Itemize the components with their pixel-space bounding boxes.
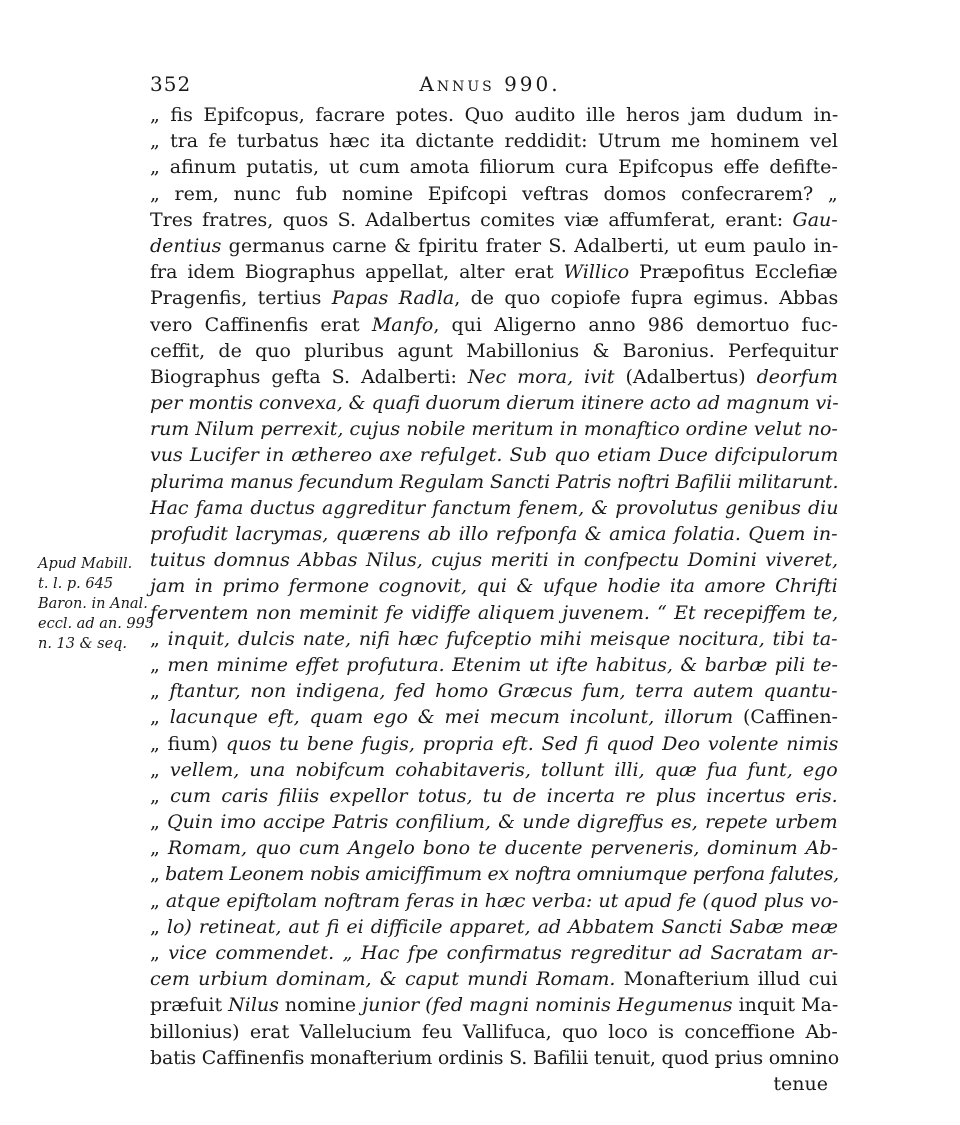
text-segment: „ tra fe turbatus hæc ita dictante reddidit: Utrum me hominem vel bbox=[150, 130, 838, 153]
text-segment: germanus carne & fpiritu frater S. Adalberti, ut eum paulo in- bbox=[221, 234, 839, 257]
text-segment: vice commendet. „ Hac fpe confirmatus regreditur ad Sacratam ar- bbox=[168, 942, 839, 964]
text-segment: „ fium) bbox=[150, 732, 226, 755]
text-segment: Romam, quo cum Angelo bono te ducente perveneris, dominum Ab- bbox=[167, 837, 838, 860]
text-segment: men minime effet profutura. Etenim ut ifte habitus, & barbæ pili te- bbox=[167, 653, 838, 676]
text-line bbox=[150, 678, 838, 704]
page-header bbox=[150, 72, 830, 100]
text-segment: „ bbox=[150, 653, 168, 676]
text-segment: „ bbox=[150, 915, 167, 938]
text-segment: junior (fed magni nominis Hegumenus bbox=[362, 994, 733, 1017]
text-segment: cum caris filiis expellor totus, tu de incerta re plus incertus eris. bbox=[170, 784, 838, 807]
text-segment: Quin imo accipe Patris confilium, & unde digreffus es, repete urbem bbox=[167, 811, 838, 834]
text-segment: vero Caffinenfis erat bbox=[150, 313, 372, 336]
text-segment: Nec mora, ivit bbox=[467, 365, 615, 388]
text-line bbox=[150, 495, 838, 521]
text-line bbox=[150, 966, 838, 992]
text-segment: „ bbox=[150, 784, 171, 807]
text-line bbox=[150, 914, 838, 940]
text-segment: plurima manus fecundum Regulam Sancti Patris noftri Bafilii militarunt. bbox=[150, 470, 839, 493]
text-segment: lacunque eft, quam ego & mei mecum incolunt, illorum bbox=[169, 706, 734, 729]
text-segment: inquit Ma- bbox=[732, 994, 839, 1017]
text-line bbox=[150, 652, 838, 678]
margin-note-line: Apud Mabill. bbox=[38, 556, 133, 572]
text-segment: jam in primo fermone cognovit, qui & ufque hodie ita amore Chrifti bbox=[150, 575, 838, 598]
text-segment: deorfum bbox=[756, 365, 838, 388]
text-segment: atque epiftolam noftram feras in hæc verba: ut apud fe (quod plus vo- bbox=[165, 889, 839, 912]
text-line bbox=[150, 154, 838, 180]
text-segment: vus Lucifer in æthereo axe refulget. Sub quo etiam Duce difcipulorum bbox=[150, 444, 839, 467]
text-line bbox=[150, 285, 838, 311]
text-segment: batis Caffinenfis monafterium ordinis S. Bafilii tenuit, quod prius omnino bbox=[150, 1046, 839, 1069]
text-segment: ferventem non meminit fe vidiffe aliquem juvenem. “ Et recepiffem te, bbox=[150, 601, 839, 624]
text-segment: , qui Aligerno anno 986 demortuo fuc- bbox=[433, 313, 838, 336]
text-segment: vellem, una nobifcum cohabitaveris, tollunt illi, quæ fua funt, ego bbox=[169, 758, 838, 781]
text-line bbox=[150, 704, 838, 730]
text-line bbox=[150, 992, 838, 1018]
text-line bbox=[150, 757, 838, 783]
running-head: Annus 990. bbox=[419, 72, 561, 96]
text-segment: batem Leonem nobis amiciffimum ex noftra omniumque perfona falutes, bbox=[165, 863, 839, 886]
text-segment: profudit lacrymas, quærens ab illo refponfa & amica folatia. Quem in- bbox=[150, 523, 838, 545]
text-segment: „ bbox=[150, 889, 166, 912]
text-line bbox=[150, 1019, 838, 1045]
text-segment: Hac fama ductus aggreditur fanctum fenem, & provolutus genibus diu bbox=[150, 496, 839, 519]
text-segment: Præpofitus Ecclefiæ bbox=[629, 261, 838, 284]
text-line bbox=[150, 469, 838, 495]
text-line bbox=[150, 940, 838, 966]
text-line bbox=[150, 364, 838, 390]
text-segment: , de quo copiofe fupra egimus. Abbas bbox=[454, 287, 839, 310]
text-segment: Manfo bbox=[371, 313, 434, 336]
margin-note bbox=[38, 554, 153, 654]
text-segment: „ bbox=[150, 627, 168, 650]
text-line bbox=[150, 888, 838, 914]
text-segment: (Caffinen- bbox=[733, 706, 838, 729]
body-text bbox=[150, 102, 838, 1097]
text-segment: rum Nilum perrexit, cujus nobile meritum in monaftico ordine velut no- bbox=[150, 418, 838, 441]
text-segment: Willico bbox=[563, 261, 630, 284]
text-line bbox=[150, 416, 838, 442]
text-segment: fra idem Biographus appellat, alter erat bbox=[150, 261, 564, 284]
text-segment: tuitus domnus Abbas Nilus, cujus meriti in confpectu Domini viveret, bbox=[150, 549, 839, 572]
text-line bbox=[150, 338, 838, 364]
text-line bbox=[150, 102, 838, 128]
text-line bbox=[150, 783, 838, 809]
text-line bbox=[150, 521, 838, 547]
margin-note-line: n. 13 & seq. bbox=[38, 636, 128, 652]
text-line bbox=[150, 547, 838, 573]
text-segment: inquit, dulcis nate, nifi hæc fufceptio mihi meisque nocitura, tibi ta- bbox=[167, 627, 838, 650]
text-segment: Monafterium illud cui bbox=[615, 968, 838, 991]
text-line bbox=[150, 861, 838, 887]
text-line bbox=[150, 259, 838, 285]
margin-note-line: eccl. ad an. 995 bbox=[38, 616, 155, 632]
text-line bbox=[150, 233, 838, 259]
text-segment: Biographus gefta S. Adalberti: bbox=[150, 365, 468, 388]
margin-note-line: Baron. in Anal. bbox=[38, 596, 148, 612]
text-line bbox=[150, 626, 838, 652]
text-line bbox=[150, 207, 838, 233]
text-line bbox=[150, 1045, 838, 1071]
margin-note-line: t. l. p. 645 bbox=[38, 576, 114, 592]
text-segment: „ bbox=[150, 837, 168, 860]
text-segment: „ afinum putatis, ut cum amota filiorum cura Epifcopus effe defifte- bbox=[150, 156, 838, 179]
text-segment: „ bbox=[150, 758, 170, 781]
text-segment: billonius) erat Vallelucium feu Vallifuca, quo loco is conceffione Ab- bbox=[150, 1020, 838, 1043]
text-segment: Gau- bbox=[792, 208, 838, 231]
text-line bbox=[150, 835, 838, 861]
text-line bbox=[150, 809, 838, 835]
text-segment: „ bbox=[150, 811, 168, 834]
text-segment: „ bbox=[150, 942, 169, 964]
page-number: 352 bbox=[150, 72, 192, 96]
catchword: tenue bbox=[773, 1072, 828, 1095]
text-segment: ftantur, non indigena, fed homo Græcus fum, terra autem quantu- bbox=[169, 680, 838, 703]
text-segment: quos tu bene fugis, propria eft. Sed fi quod Deo volente nimis bbox=[225, 732, 839, 755]
text-line bbox=[150, 442, 838, 468]
text-segment: „ fis Epifcopus, facrare potes. Quo audito ille heros jam dudum in- bbox=[150, 104, 839, 126]
text-segment: dentius bbox=[150, 234, 222, 257]
text-segment: præfuit bbox=[150, 994, 229, 1017]
text-segment: „ bbox=[150, 863, 166, 886]
text-segment: per montis convexa, & quafi duorum dierum itinere acto ad magnum vi- bbox=[150, 392, 839, 415]
text-line bbox=[150, 181, 838, 207]
text-segment: Nilus bbox=[228, 994, 279, 1017]
text-line bbox=[150, 731, 838, 757]
text-segment: cem urbium dominam, & caput mundi Romam. bbox=[150, 968, 616, 991]
text-line bbox=[150, 390, 838, 416]
text-line bbox=[150, 600, 838, 626]
text-line bbox=[150, 573, 838, 599]
text-segment: „ bbox=[150, 680, 170, 703]
text-segment: (Adalbertus) bbox=[614, 365, 757, 388]
text-segment: nomine bbox=[278, 994, 363, 1017]
text-segment: Papas Radla bbox=[331, 287, 455, 310]
text-line bbox=[150, 312, 838, 338]
text-segment: lo) retineat, aut fi ei difficile apparet, ad Abbatem Sancti Sabæ meæ bbox=[166, 915, 838, 938]
text-segment: Pragenfis, tertius bbox=[150, 287, 332, 310]
text-segment: ceffit, de quo pluribus agunt Mabillonius & Baronius. Perfequitur bbox=[150, 339, 839, 362]
text-segment: Tres fratres, quos S. Adalbertus comites viæ affumferat, erant: bbox=[150, 208, 793, 231]
text-segment: „ rem, nunc fub nomine Epifcopi veftras domos confecrarem? „ bbox=[150, 182, 838, 205]
text-line bbox=[150, 128, 838, 154]
text-segment: „ bbox=[150, 706, 170, 729]
